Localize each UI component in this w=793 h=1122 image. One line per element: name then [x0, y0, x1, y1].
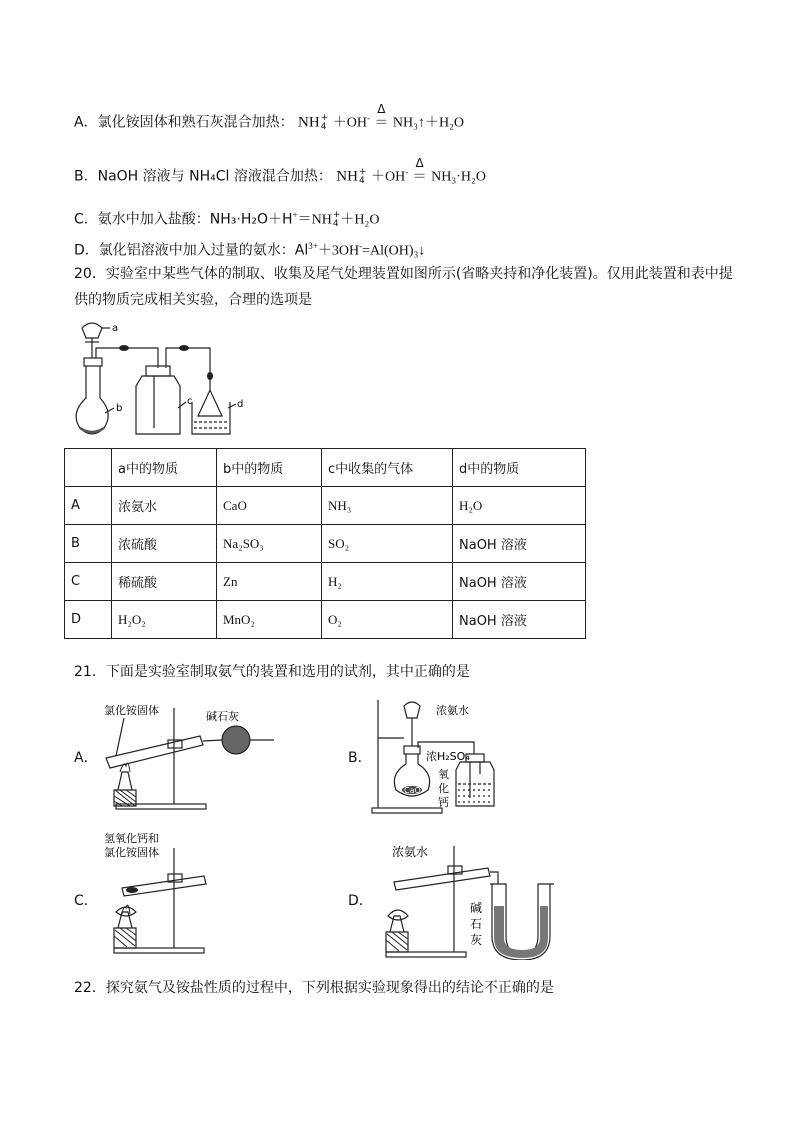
- table-cell: SO₂: [322, 525, 453, 563]
- table-cell: CaO: [217, 487, 322, 525]
- q19-a-prefix: A．氯化铵固体和熟石灰混合加热：: [74, 114, 294, 131]
- q19-d-prefix: D．氯化铝溶液中加入过量的氨水：Al: [74, 242, 309, 259]
- table-row: [65, 487, 586, 525]
- q21-b-label-h2so4: 浓H₂SO₄: [426, 750, 470, 763]
- q20-stem-line2: 供的物质完成相关实验，合理的选项是: [74, 292, 312, 308]
- q21-a-label-nh4cl: 氯化铵固体: [104, 704, 159, 717]
- q21-c-label-1: 氢氧化钙和: [104, 832, 159, 845]
- q19-d-middle: ＋3OH: [317, 243, 360, 259]
- q21-c-label-2: 氯化铵固体: [104, 846, 159, 859]
- q22-stem: 22．探究氨气及铵盐性质的过程中，下列根据实验现象得出的结论不正确的是: [74, 980, 554, 996]
- q19-b-rhs: NH₃·H₂O: [431, 169, 486, 185]
- table-cell: 浓硫酸: [112, 525, 217, 563]
- table-cell: H₂: [322, 563, 453, 601]
- q19-option-c: C．氨水中加入盐酸：NH₃·H₂O＋H+＝NH+ 4 ＋H₂O: [74, 209, 380, 229]
- table-cell: 稀硫酸: [112, 563, 217, 601]
- q21-option-d-diagram: [380, 840, 560, 960]
- table-row: [65, 601, 586, 639]
- q19-c-middle: ＝NH: [297, 212, 332, 228]
- table-cell: D: [65, 601, 112, 639]
- q21-b-label-oxide-3: 钙: [438, 796, 449, 809]
- q21-option-a-letter: A．: [74, 750, 98, 766]
- table-cell: 浓氨水: [112, 487, 217, 525]
- table-header-row: [65, 449, 586, 487]
- q19-c-tail: ＋H₂O: [340, 212, 380, 228]
- q19-b-prefix: B．NaOH 溶液与 NH₄Cl 溶液混合加热：: [74, 168, 332, 185]
- q21-option-d-letter: D．: [348, 893, 373, 909]
- table-cell: NH₃: [322, 487, 453, 525]
- q21-b-label-oxide-2: 化: [438, 782, 449, 795]
- q21-d-label-ammonia: 浓氨水: [392, 845, 429, 859]
- table-cell: Zn: [217, 563, 322, 601]
- q19-a-delta: Δ: [377, 101, 386, 116]
- q20-apparatus-diagram: [70, 318, 260, 440]
- table-cell: NaOH 溶液: [453, 563, 586, 601]
- q21-b-label-cao: CaO: [404, 786, 421, 795]
- table-cell: NaOH 溶液: [453, 601, 586, 639]
- q21-b-label-oxide-1: 氧: [438, 768, 449, 781]
- table-cell: Na₂SO₃: [217, 525, 322, 563]
- table-cell: H₂O: [453, 487, 586, 525]
- label-a: a: [112, 323, 119, 334]
- q19-d-tail: =Al(OH)₃↓: [362, 243, 426, 259]
- q21-b-label-ammonia: 浓氨水: [436, 704, 469, 717]
- table-cell: [65, 449, 112, 487]
- table-cell: MnO₂: [217, 601, 322, 639]
- q21-option-a-diagram: [100, 700, 280, 812]
- table-cell: d中的物质: [453, 449, 586, 487]
- label-c: c: [187, 396, 193, 407]
- label-b: b: [116, 403, 123, 414]
- q21-stem: 21．下面是实验室制取氨气的装置和选用的试剂，其中正确的是: [74, 664, 470, 680]
- q19-option-b: B．NaOH 溶液与 NH₄Cl 溶液混合加热： NH+ 4 ＋OH- Δ ＝ NH₃·H₂O: [74, 162, 486, 188]
- table-cell: c中收集的气体: [322, 449, 453, 487]
- q21-option-b-letter: B．: [348, 750, 372, 766]
- label-d: d: [237, 399, 244, 410]
- q19-option-d: D．氯化铝溶液中加入过量的氨水：$Al^{3+}+3OH^-=Al(OH)_3↓$: [74, 241, 426, 259]
- table-cell: H₂O₂: [112, 601, 217, 639]
- q19-a-lhs-rest: ＋OH: [332, 115, 367, 131]
- q20-options-table: [64, 448, 586, 639]
- q21-option-b-diagram: [368, 698, 508, 816]
- table-cell: B: [65, 525, 112, 563]
- q19-option-a: A．氯化铵固体和熟石灰混合加热： NH+ 4 ＋OH- Δ ＝ NH₃↑＋H₂O: [74, 108, 464, 134]
- q21-d-label-sodalime-3: 灰: [470, 933, 483, 947]
- q21-option-c-letter: C．: [74, 893, 98, 909]
- q21-a-label-sodalime: 碱石灰: [206, 710, 239, 723]
- q19-c-prefix: C．氨水中加入盐酸：NH₃·H₂O＋H: [74, 211, 293, 228]
- table-cell: C: [65, 563, 112, 601]
- table-row: [65, 525, 586, 563]
- q21-d-label-sodalime-1: 碱: [470, 901, 483, 915]
- q19-a-lhs-nh: NH: [298, 114, 320, 131]
- q21-option-c-diagram: [100, 830, 230, 956]
- q19-b-lhs-nh: NH: [336, 168, 358, 185]
- table-cell: O₂: [322, 601, 453, 639]
- q20-stem-line1: 20．实验室中某些气体的制取、收集及尾气处理装置如图所示(省略夹持和净化装置)。仅用此装置和表中提: [74, 266, 733, 282]
- table-row: [65, 563, 586, 601]
- table-cell: NaOH 溶液: [453, 525, 586, 563]
- q19-b-delta: Δ: [415, 155, 424, 170]
- q19-a-rhs: NH₃↑＋H₂O: [392, 115, 465, 131]
- table-cell: b中的物质: [217, 449, 322, 487]
- q21-d-label-sodalime-2: 石: [470, 917, 483, 931]
- q19-b-lhs-rest: ＋OH: [370, 169, 406, 185]
- table-cell: A: [65, 487, 112, 525]
- table-cell: a中的物质: [112, 449, 217, 487]
